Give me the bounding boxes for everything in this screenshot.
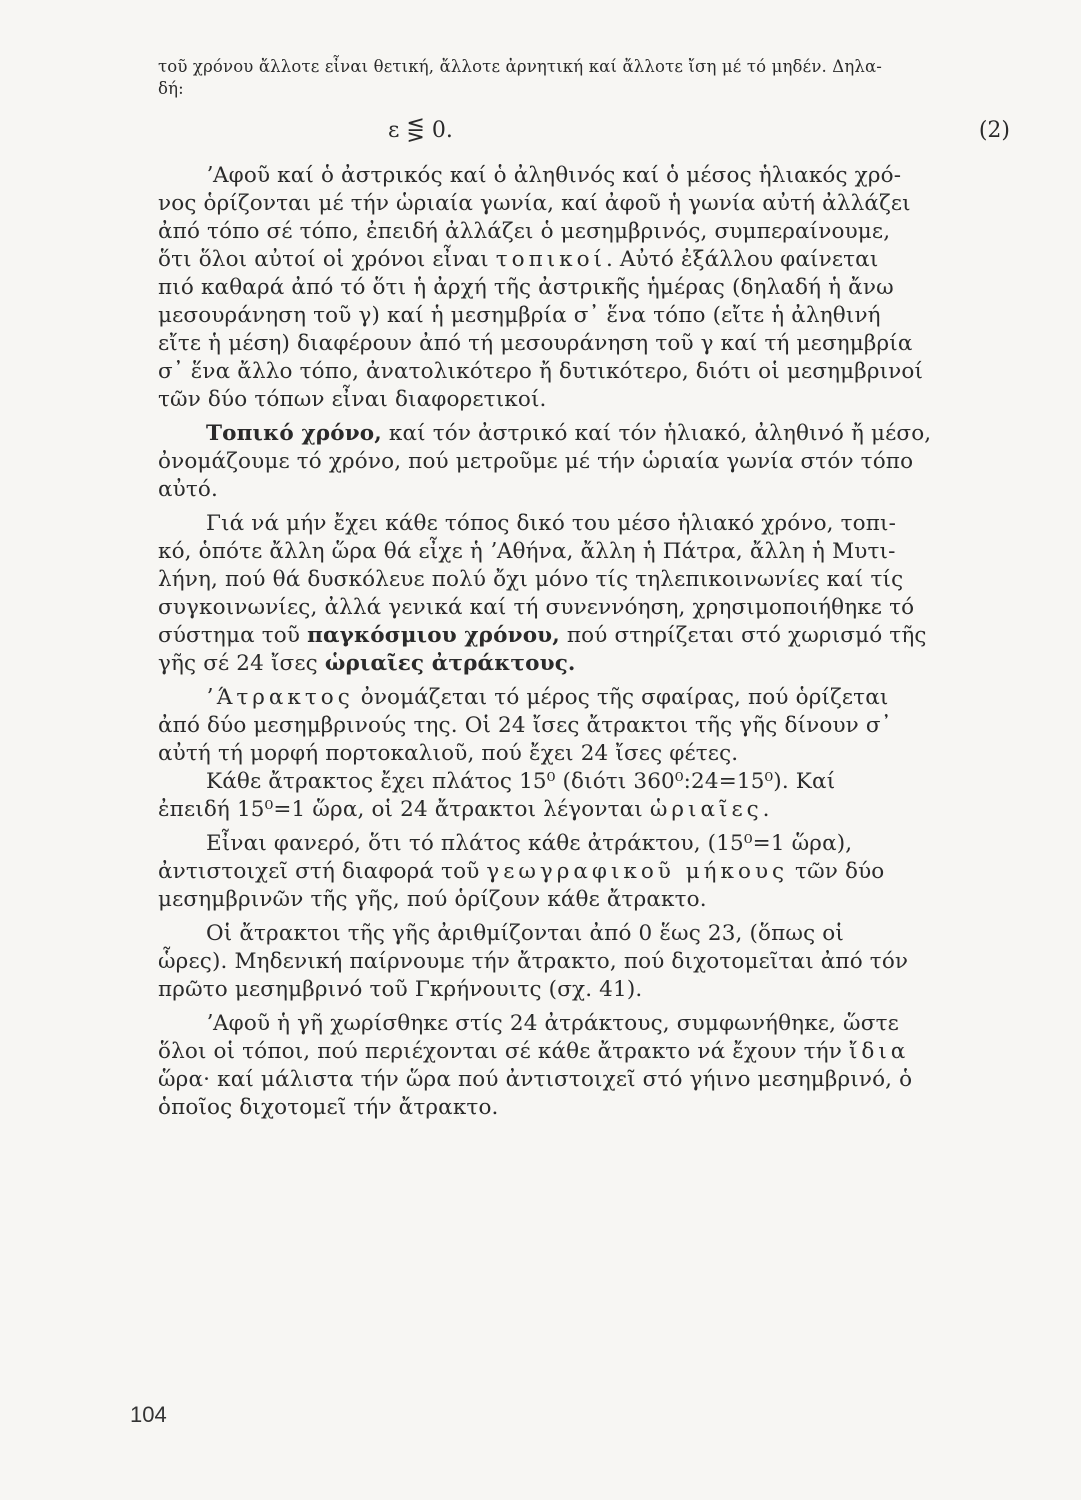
page-number: 104 xyxy=(130,1402,167,1427)
paragraph xyxy=(158,162,1010,414)
text-run: . xyxy=(762,797,770,822)
bold-term: παγκόσμιου χρόνου, xyxy=(307,623,560,648)
text-line xyxy=(158,420,1010,448)
text-run: τῶν δύο xyxy=(788,859,885,884)
text-line: συγκοινωνίες, ἀλλά γενικά καί τή συνεννόηση, χρησιμοποιήθηκε τό xyxy=(158,595,915,620)
equation: ε ⋚ 0. xyxy=(388,118,453,143)
text-line: ʼΑφοῦ καί ὁ ἀστρικός καί ὁ ἀληθινός καί ὁ μέσος ἡλιακός χρό- xyxy=(206,163,902,188)
lead-paragraph xyxy=(158,56,1010,100)
text-line: αὐτή τή μορφή πορτοκαλιοῦ, πού ἔχει 24 ἴσες φέτες. xyxy=(158,741,739,766)
text-line: Εἶναι φανερό, ὅτι τό πλάτος κάθε ἀτράκτου, (15⁰=1 ὥρα), xyxy=(206,831,853,856)
text-line xyxy=(158,858,1010,886)
text-line: Οἱ ἄτρακτοι τῆς γῆς ἀριθμίζονται ἀπό 0 ἕως 23, (ὅπως οἱ xyxy=(206,921,844,946)
text-line xyxy=(158,650,1010,678)
page-body xyxy=(158,52,1010,1122)
paragraph xyxy=(158,1010,1010,1122)
text-line: ὁποῖος διχοτομεῖ τήν ἄτρακτο. xyxy=(158,1095,499,1120)
text-run: πού στηρίζεται στό χωρισμό τῆς xyxy=(559,623,927,648)
text-line: λήνη, πού θά δυσκόλευε πολύ ὄχι μόνο τίς τηλεπικοινωνίες καί τίς xyxy=(158,567,904,592)
text-line: ἀπό τόπο σέ τόπο, ἐπειδή ἀλλάζει ὁ μεσημβρινός, συμπεραίνουμε, xyxy=(158,219,891,244)
text-line: Γιά νά μήν ἔχει κάθε τόπος δικό του μέσο ἡλιακό χρόνο, τοπι- xyxy=(206,511,897,536)
bold-term: Τοπικό χρόνο, xyxy=(206,421,382,446)
text-line: μεσουράνηση τοῦ γ) καί ἡ μεσημβρία σ᾿ ἕνα τόπο (εἴτε ἡ ἀληθινή xyxy=(158,303,881,328)
text-run: ὅλοι οἱ τόποι, πού περιέχονται σέ κάθε ἄτρακτο νά ἔχουν τήν xyxy=(158,1039,849,1064)
text-line: ὀνομάζουμε τό χρόνο, πού μετροῦμε μέ τήν ὡριαία γωνία στόν τόπο xyxy=(158,449,914,474)
text-line: τῶν δύο τόπων εἶναι διαφορετικοί. xyxy=(158,387,547,412)
text-line: κό, ὁπότε ἄλλη ὥρα θά εἶχε ἡ ʼΑθήνα, ἄλλη ἡ Πάτρα, ἄλλη ἡ Μυτι- xyxy=(158,539,896,564)
text-line xyxy=(158,622,1010,650)
paragraph xyxy=(158,920,1010,1004)
text-line: σ᾿ ἕνα ἄλλο τόπο, ἀνατολικότερο ἤ δυτικότερο, διότι οἱ μεσημβρινοί xyxy=(158,359,924,384)
text-run: καί τόν ἀστρικό καί τόν ἡλιακό, ἀληθινό ἤ μέσο, xyxy=(381,421,932,446)
text-line: ʼΑφοῦ ἡ γῆ χωρίσθηκε στίς 24 ἀτράκτους, συμφωνήθηκε, ὥστε xyxy=(206,1011,899,1036)
spaced-term: τοπικοί xyxy=(495,247,606,272)
text-line: νος ὁρίζονται μέ τήν ὡριαία γωνία, καί ἀφοῦ ἡ γωνία αὐτή ἀλλάζει xyxy=(158,191,911,216)
paragraph xyxy=(158,420,1010,504)
equation-number: (2) xyxy=(978,118,1010,143)
text-line: ἀπό δύο μεσημβρινούς της. Οἱ 24 ἴσες ἄτρακτοι τῆς γῆς δίνουν σ᾿ xyxy=(158,713,892,738)
text-line xyxy=(158,796,1010,824)
text-line: Κάθε ἄτρακτος ἔχει πλάτος 15⁰ (διότι 360⁰:24=15⁰). Καί xyxy=(206,769,836,794)
text-line xyxy=(158,684,1010,712)
paragraph xyxy=(158,510,1010,678)
text-line xyxy=(158,246,1010,274)
bold-term: ὡριαῖες ἀτράκτους. xyxy=(324,651,576,676)
equation-row xyxy=(158,110,1010,156)
text-line: ὧρες). Μηδενική παίρνουμε τήν ἄτρακτο, πού διχοτομεῖται ἀπό τόν xyxy=(158,949,909,974)
text-run: ὀνομάζεται τό μέρος τῆς σφαίρας, πού ὁρίζεται xyxy=(353,685,889,710)
text-run: ὅτι ὅλοι αὐτοί οἱ χρόνοι εἶναι xyxy=(158,247,496,272)
text-run: ἀντιστοιχεῖ στή διαφορά τοῦ xyxy=(158,859,487,884)
text-run: . Αὐτό ἐξάλλου φαίνεται xyxy=(605,247,879,272)
text-line: πιό καθαρά ἀπό τό ὅτι ἡ ἀρχή τῆς ἀστρικῆς ἡμέρας (δηλαδή ἡ ἄνω xyxy=(158,275,894,300)
text-line: αὐτό. xyxy=(158,477,219,502)
text-run: γῆς σέ 24 ἴσες xyxy=(158,651,325,676)
text-run: σύστημα τοῦ xyxy=(158,623,308,648)
paragraph xyxy=(158,768,1010,824)
text-line: ὥρα· καί μάλιστα τήν ὥρα πού ἀντιστοιχεῖ στό γήινο μεσημβρινό, ὁ xyxy=(158,1067,913,1092)
paragraph xyxy=(158,684,1010,768)
text-line xyxy=(158,1038,1010,1066)
text-line: μεσημβρινῶν τῆς γῆς, πού ὁρίζουν κάθε ἄτρακτο. xyxy=(158,887,707,912)
text-line: δή: xyxy=(158,79,184,98)
paragraph xyxy=(158,830,1010,914)
spaced-term: ʼΆτρακτος xyxy=(206,685,354,710)
text-run: ἐπειδή 15⁰=1 ὥρα, οἱ 24 ἄτρακτοι λέγονται xyxy=(158,797,650,822)
spaced-term: ὡριαῖες xyxy=(649,797,763,822)
spaced-term: γεωγραφικοῦ μήκους xyxy=(486,859,789,884)
spaced-term: ἴδια xyxy=(848,1039,910,1064)
text-line: εἴτε ἡ μέση) διαφέρουν ἀπό τή μεσουράνηση τοῦ γ καί τή μεσημβρία xyxy=(158,331,913,356)
text-line: πρῶτο μεσημβρινό τοῦ Γκρήνουιτς (σχ. 41). xyxy=(158,977,643,1002)
text-line: τοῦ χρόνου ἄλλοτε εἶναι θετική, ἄλλοτε ἀρνητική καί ἄλλοτε ἴση μέ τό μηδέν. Δηλα- xyxy=(158,57,883,76)
